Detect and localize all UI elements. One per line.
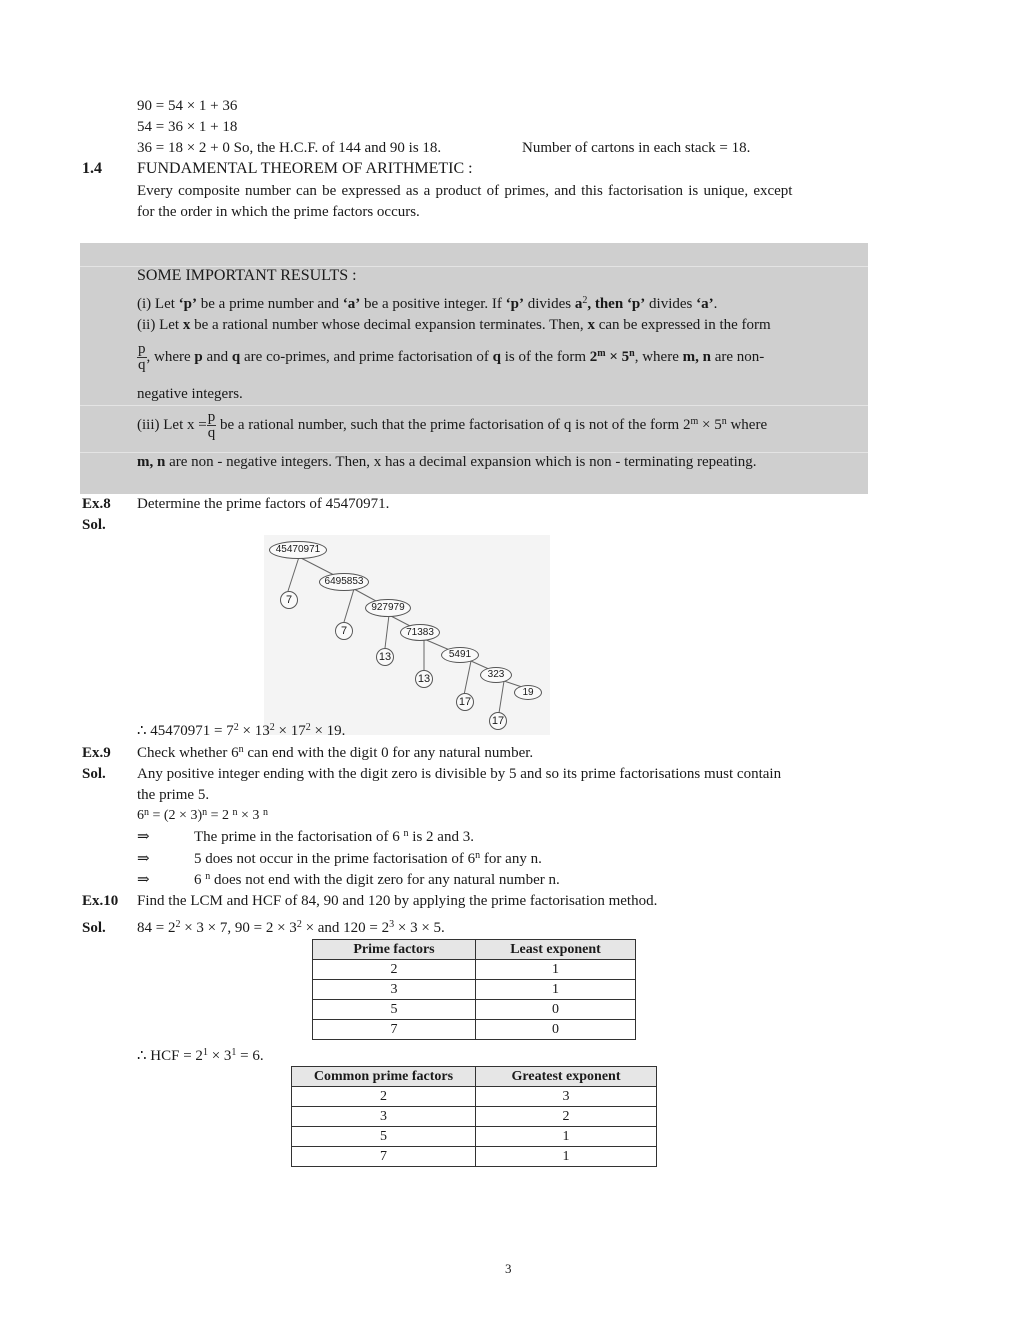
solution-label: Sol.	[82, 766, 106, 782]
tree-leaf: 17	[489, 712, 507, 730]
section-title: FUNDAMENTAL THEOREM OF ARITHMETIC :	[137, 160, 473, 177]
table-cell: 2	[476, 1107, 657, 1127]
least-exponent-table	[312, 939, 636, 1040]
theorem-text-2: for the order in which the prime factors occurs.	[137, 204, 420, 220]
box-divider	[80, 405, 868, 406]
implies-arrow: ⇒	[137, 829, 150, 845]
table-header: Least exponent	[476, 940, 636, 960]
table-header-row	[292, 1067, 657, 1087]
tree-node: 6495853	[319, 573, 369, 591]
cartons-statement: Number of cartons in each stack = 18.	[522, 140, 751, 156]
result-3-line-2: m, n are non - negative integers. Then, x has a decimal expansion which is non - terminating repeating.	[137, 454, 757, 470]
example-label: Ex.9	[82, 745, 111, 761]
example-9-step-3: 6 $^n$ does not end with the digit zero for any natural number n.	[194, 871, 560, 888]
example-9-expansion: $6^n = (2 \times 3)^n = 2$ $^n$ × 3 $^n$	[137, 807, 268, 823]
table-cell: 7	[292, 1147, 476, 1167]
table-cell: 3	[313, 980, 476, 1000]
table-header: Prime factors	[313, 940, 476, 960]
euclid-step-3: 36 = 18 × 2 + 0 So, the H.C.F. of 144 and 90 is 18.	[137, 140, 442, 156]
section-number: 1.4	[82, 160, 102, 177]
table-header: Common prime factors	[292, 1067, 476, 1087]
example-10-factorisation: $84 = 2^2 \times 3 \times 7$, $90 = 2 \times 3^2$ × and $120 = 2^3 \times 3 \times 5$.	[137, 919, 445, 936]
example-9-solution-2: the prime 5.	[137, 787, 210, 803]
solution-label: Sol.	[82, 920, 106, 936]
tree-node: 45470971	[269, 541, 327, 559]
table-row	[292, 1087, 657, 1107]
table-cell: 3	[476, 1087, 657, 1107]
greatest-exponent-table	[291, 1066, 657, 1167]
tree-node: 71383	[400, 624, 440, 641]
results-heading: SOME IMPORTANT RESULTS :	[137, 267, 357, 284]
factor-tree-diagram	[264, 535, 550, 735]
theorem-text-1: Every composite number can be expressed as a product of primes, and this factorisation is unique, except	[137, 183, 793, 199]
tree-leaf: 13	[415, 670, 433, 688]
euclid-step-2: 54 = 36 × 1 + 18	[137, 119, 238, 135]
tree-leaf: 17	[456, 693, 474, 711]
example-9-solution-1: Any positive integer ending with the digit zero is divisible by 5 and so its prime factorisations must contain	[137, 766, 782, 782]
fraction-p-over-q: $\frac{p}{q}$	[138, 341, 146, 374]
tree-node: 927979	[365, 599, 411, 617]
table-cell: 1	[476, 1127, 657, 1147]
tree-leaf: 13	[376, 648, 394, 666]
table-cell: 5	[313, 1000, 476, 1020]
result-2-line-3: negative integers.	[137, 386, 243, 402]
table-header-row	[313, 940, 636, 960]
tree-leaf: 7	[335, 622, 353, 640]
table-header: Greatest exponent	[476, 1067, 657, 1087]
result-2-line-1: (ii) Let x be a rational number whose decimal expansion terminates. Then, x can be expressed in the form	[137, 317, 771, 333]
fraction-p-over-q: $\frac{p}{q}$	[207, 409, 216, 442]
table-row	[313, 1020, 636, 1040]
table-row	[292, 1147, 657, 1167]
example-8-result: ∴ $45470971 = 7^2 \times 13^2 \times 17^2 \times 19$.	[137, 722, 346, 739]
euclid-step-1: 90 = 54 × 1 + 36	[137, 98, 238, 114]
table-cell: 2	[313, 960, 476, 980]
solution-label: Sol.	[82, 517, 106, 533]
hcf-result: ∴ HCF = $2^1 \times 3^1 = 6$.	[137, 1047, 264, 1064]
table-row	[313, 960, 636, 980]
table-cell: 3	[292, 1107, 476, 1127]
page-number: 3	[505, 1261, 512, 1276]
table-row	[313, 980, 636, 1000]
example-label: Ex.8	[82, 496, 111, 512]
result-1: (i) Let ‘p’ be a prime number and ‘a’ be a positive integer. If ‘p’ divides $a^2$, then ‘p’ divides ‘a’.	[137, 295, 718, 312]
table-row	[292, 1107, 657, 1127]
table-cell: 0	[476, 1000, 636, 1020]
tree-leaf: 7	[280, 591, 298, 609]
table-cell: 1	[476, 980, 636, 1000]
implies-arrow: ⇒	[137, 872, 150, 888]
example-label: Ex.10	[82, 893, 119, 909]
tree-node: 19	[514, 685, 542, 700]
table-cell: 7	[313, 1020, 476, 1040]
example-9-question: Check whether 6$^n$ can end with the digit 0 for any natural number.	[137, 744, 534, 761]
table-cell: 5	[292, 1127, 476, 1147]
table-cell: 1	[476, 1147, 657, 1167]
implies-arrow: ⇒	[137, 851, 150, 867]
example-9-step-1: The prime in the factorisation of 6 $^n$ is 2 and 3.	[194, 828, 474, 845]
tree-node: 5491	[441, 647, 479, 663]
table-cell: 0	[476, 1020, 636, 1040]
table-row	[313, 1000, 636, 1020]
example-10-question: Find the LCM and HCF of 84, 90 and 120 by applying the prime factorisation method.	[137, 893, 658, 909]
table-row	[292, 1127, 657, 1147]
example-8-question: Determine the prime factors of 45470971.	[137, 496, 390, 512]
tree-node: 323	[480, 667, 512, 683]
result-3-line-1: (iii) Let x = $\frac{p}{q}$ be a rational number, such that the prime factorisation of q is not of the form $2^m \times 5^n$ where	[137, 409, 768, 442]
table-cell: 2	[292, 1087, 476, 1107]
example-9-step-2: 5 does not occur in the prime factorisation of 6$^n$ for any n.	[194, 850, 542, 867]
table-cell: 1	[476, 960, 636, 980]
result-2-line-2: $\frac{p}{q}$ , where p and q are co-primes, and prime factorisation of q is of the form $2^m \times 5^n$, where m, n are non-	[138, 341, 765, 374]
